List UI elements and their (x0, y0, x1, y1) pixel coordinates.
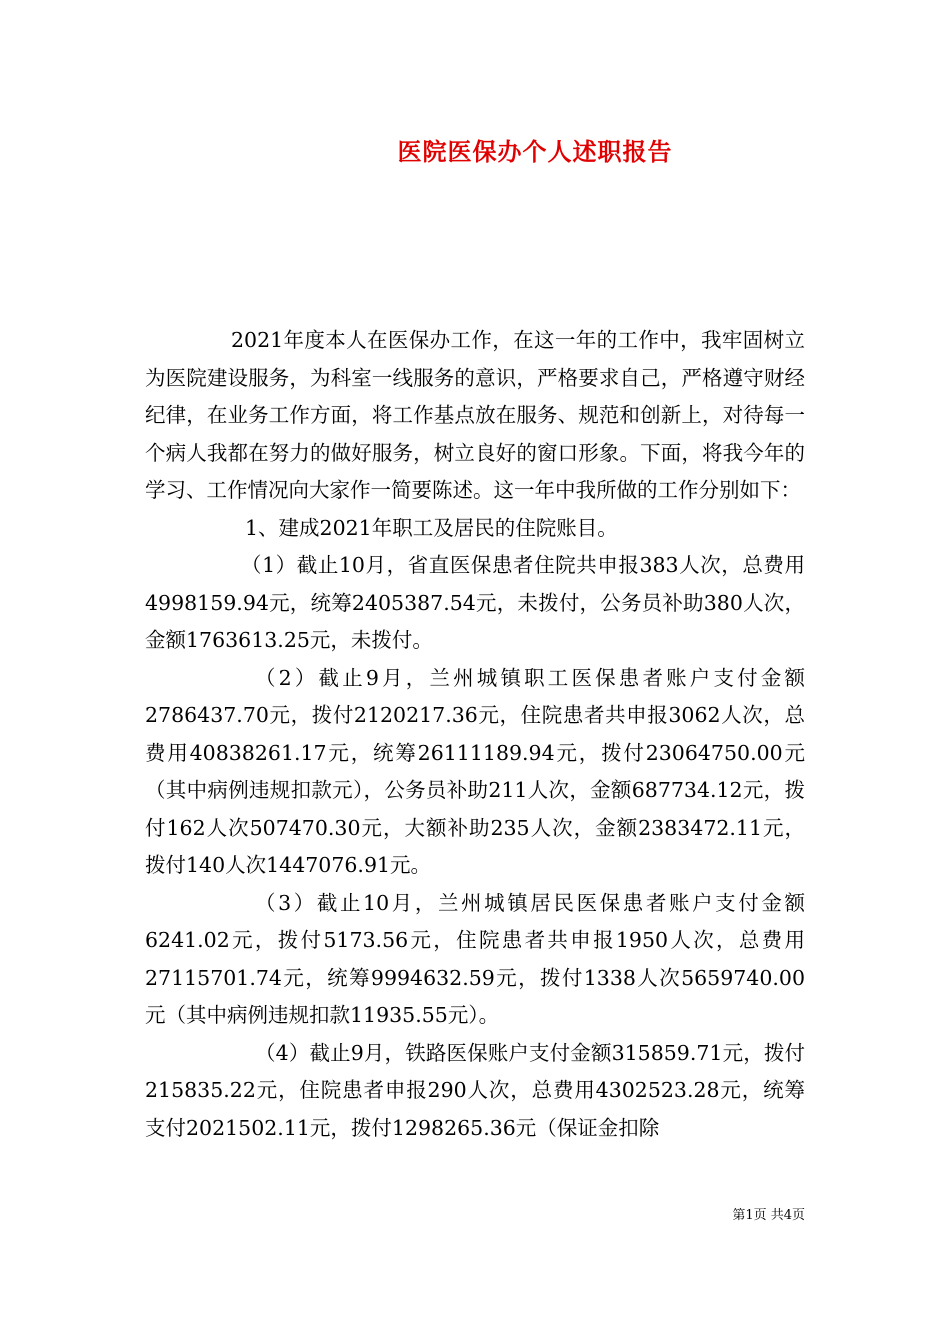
item-paragraph-3: （3）截止10月，兰州城镇居民医保患者账户支付金额6241.02元，拨付5173.56元，住院患者共申报1950人次，总费用27115701.74元，统筹9994632.59元，拨付1338人次5659740.00元（其中病例违规扣款11935.55元）。 (145, 890, 805, 1027)
section-heading-1: 1、建成2021年职工及居民的住院账目。 (245, 515, 618, 540)
item-paragraph-2: （2）截止9月，兰州城镇职工医保患者账户支付金额2786437.70元，拨付2120217.36元，住院患者共申报3062人次，总费用40838261.17元，统筹26111189.94元，拨付23064750.00元（其中病例违规扣款元），公务员补助211人次，金额687734.12元，拨付162人次507470.30元，大额补助235人次，金额2383472.11元，拨付140人次1447076.91元。 (145, 665, 805, 877)
item-paragraph-4: （4）截止9月，铁路医保账户支付金额315859.71元，拨付215835.22元，住院患者申报290人次，总费用4302523.28元，统筹支付2021502.11元，拨付1298265.36元（保证金扣除 (145, 1040, 805, 1140)
document-title: 医院医保办个人述职报告 (397, 137, 673, 166)
page-number-footer: 第1页 共4页 (732, 1208, 805, 1223)
item-paragraph-1: （1）截止10月，省直医保患者住院共申报383人次，总费用4998159.94元，统筹2405387.54元，未拨付，公务员补助380人次，金额1763613.25元，未拨付。 (145, 553, 805, 652)
intro-paragraph: 2021年度本人在医保办工作，在这一年的工作中，我牢固树立为医院建设服务，为科室一线服务的意识，严格要求自己，严格遵守财经纪律，在业务工作方面，将工作基点放在服务、规范和创新上，对待每一个病人我都在努力的做好服务，树立良好的窗口形象。下面，将我今年的学习、工作情况向大家作一简要陈述。这一年中我所做的工作分别如下： (145, 328, 805, 502)
document-body (145, 322, 805, 1147)
